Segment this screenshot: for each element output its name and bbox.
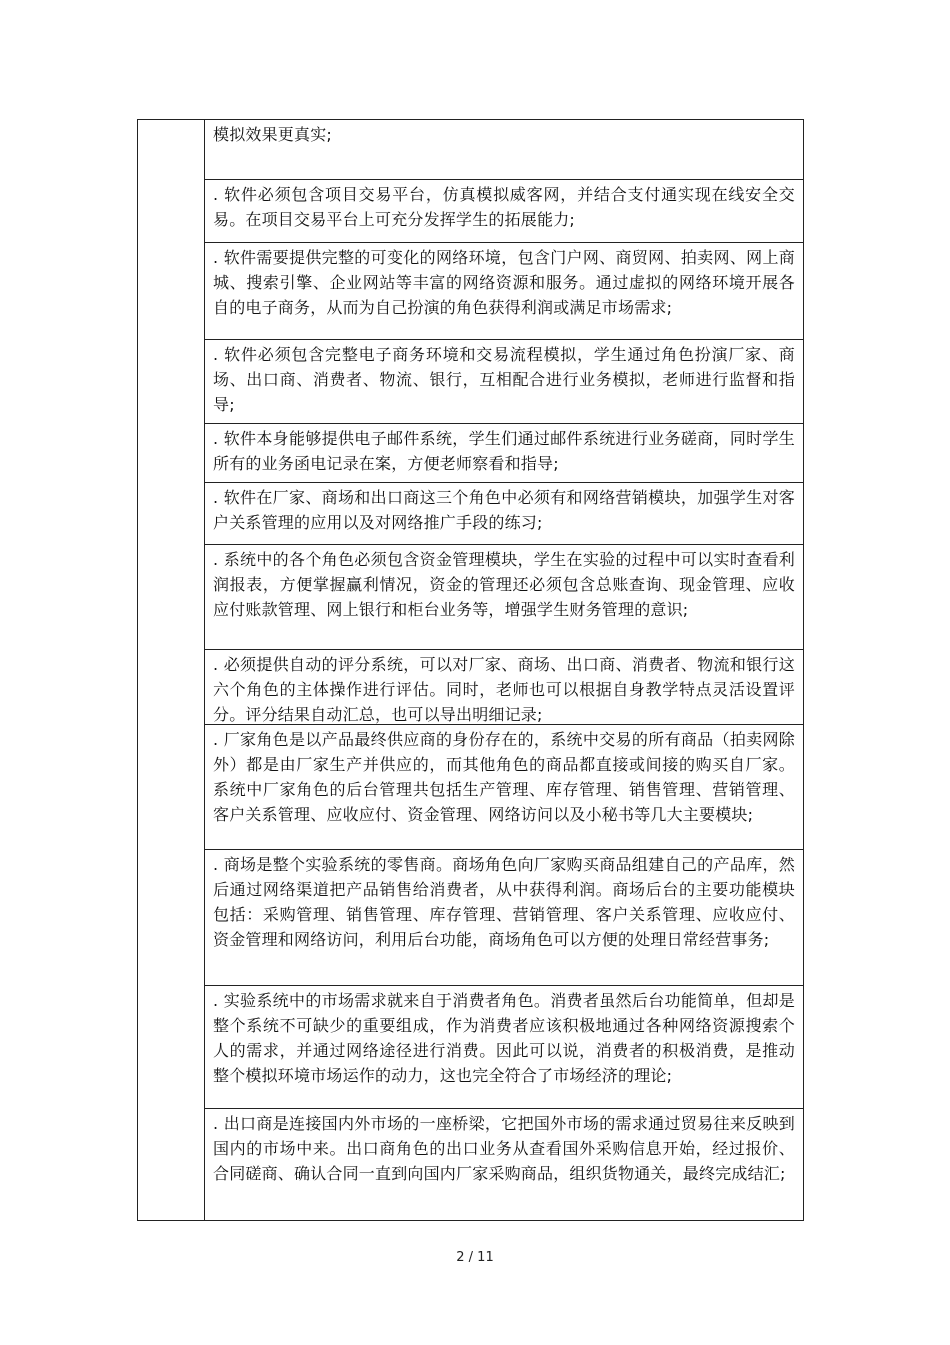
table-left-column: [138, 120, 205, 1220]
table-cell: . 软件必须包含项目交易平台，仿真模拟威客网，并结合支付通实现在线安全交易。在项目交易平台上可充分发挥学生的拓展能力;: [205, 180, 803, 243]
table-cell: . 必须提供自动的评分系统，可以对厂家、商场、出口商、消费者、物流和银行这六个角色的主体操作进行评估。同时，老师也可以根据自身教学特点灵活设置评分。评分结果自动汇总，也可以导出明细记录;: [205, 650, 803, 725]
table-cell: . 实验系统中的市场需求就来自于消费者角色。消费者虽然后台功能简单，但却是整个系统不可缺少的重要组成，作为消费者应该积极地通过各种网络资源搜索个人的需求，并通过网络途径进行消费。因此可以说，消费者的积极消费，是推动整个模拟环境市场运作的动力，这也完全符合了市场经济的理论;: [205, 986, 803, 1109]
table-cell: . 软件在厂家、商场和出口商这三个角色中必须有和网络营销模块，加强学生对客户关系管理的应用以及对网络推广手段的练习;: [205, 483, 803, 545]
table-cell: . 系统中的各个角色必须包含资金管理模块，学生在实验的过程中可以实时查看利润报表，方便掌握赢利情况，资金的管理还必须包含总账查询、现金管理、应收应付账款管理、网上银行和柜台业务等，增强学生财务管理的意识;: [205, 545, 803, 650]
page-number: 2 / 11: [456, 1250, 494, 1265]
table-cell: 模拟效果更真实;: [205, 120, 803, 180]
table-cell: . 出口商是连接国内外市场的一座桥梁，它把国外市场的需求通过贸易往来反映到国内的市场中来。出口商角色的出口业务从查看国外采购信息开始，经过报价、合同磋商、确认合同一直到向国内厂家采购商品，组织货物通关，最终完成结汇;: [213, 1114, 795, 1183]
table-cell: . 软件本身能够提供电子邮件系统，学生们通过邮件系统进行业务磋商，同时学生所有的业务函电记录在案，方便老师察看和指导;: [205, 424, 803, 483]
table-cell: . 软件需要提供完整的可变化的网络环境，包含门户网、商贸网、拍卖网、网上商城、搜索引擎、企业网站等丰富的网络资源和服务。通过虚拟的网络环境开展各自的电子商务，从而为自己扮演的角色获得利润或满足市场需求;: [205, 243, 803, 340]
table-cell: . 商场是整个实验系统的零售商。商场角色向厂家购买商品组建自己的产品库，然后通过网络渠道把产品销售给消费者，从中获得利润。商场后台的主要功能模块包括：采购管理、销售管理、库存管理、营销管理、客户关系管理、应收应付、资金管理和网络访问，利用后台功能，商场角色可以方便的处理日常经营事务;: [205, 850, 803, 986]
table-cell: . 厂家角色是以产品最终供应商的身份存在的，系统中交易的所有商品（拍卖网除外）都是由厂家生产并供应的，而其他角色的商品都直接或间接的购买自厂家。系统中厂家角色的后台管理共包括生产管理、库存管理、销售管理、营销管理、客户关系管理、应收应付、资金管理、网络访问以及小秘书等几大主要模块;: [205, 725, 803, 850]
requirements-table: [137, 119, 804, 1221]
table-cell: . 软件必须包含完整电子商务环境和交易流程模拟，学生通过角色扮演厂家、商场、出口商、消费者、物流、银行，互相配合进行业务模拟，老师进行监督和指导;: [205, 340, 803, 424]
